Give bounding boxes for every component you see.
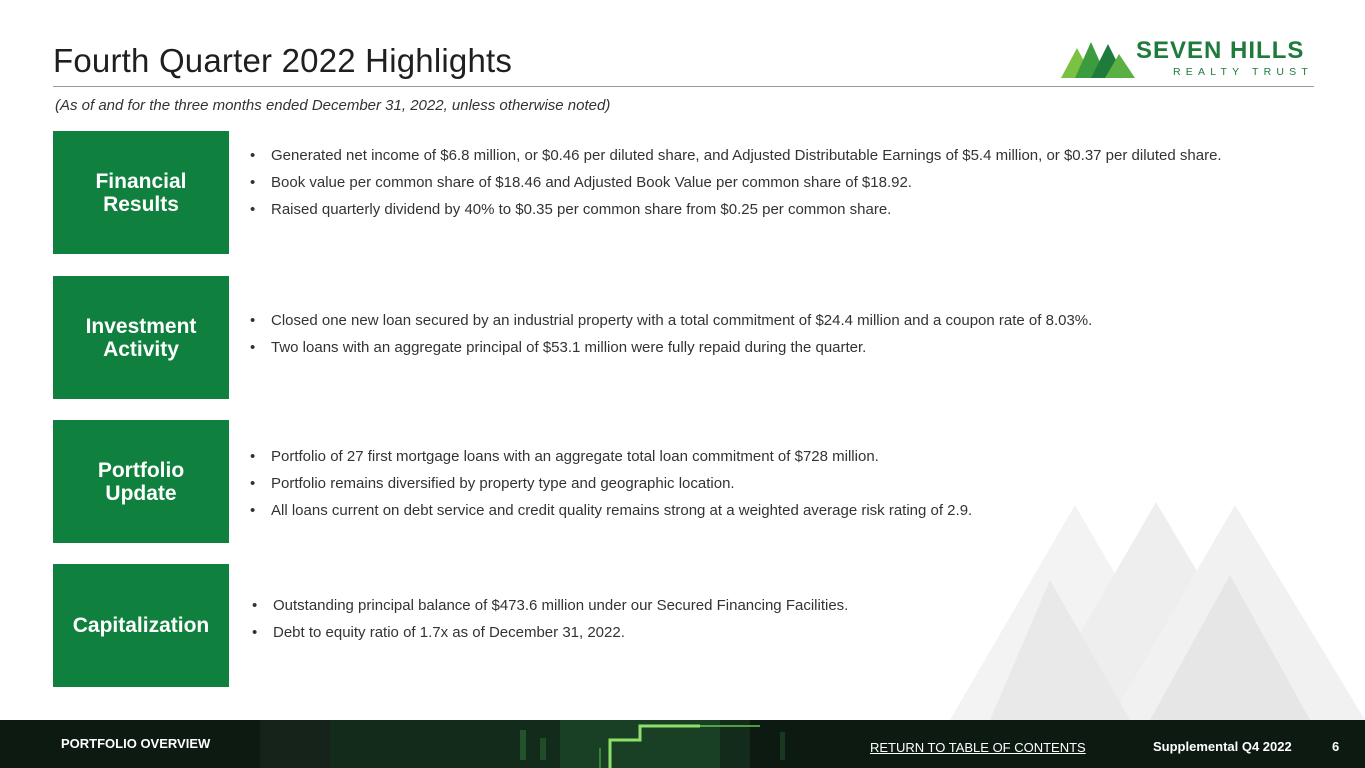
section-label: Investment Activity [85,314,197,361]
bullet-item: • Portfolio of 27 first mortgage loans with an aggregate total loan commitment of $728 million. [244,448,1264,466]
footer-bar [0,720,1365,768]
section-financial-results [53,131,1323,254]
section-capitalization [53,564,1323,687]
page-subtitle: (As of and for the three months ended December 31, 2022, unless otherwise noted) [55,97,611,114]
section-label-box [53,564,229,687]
logo-name: SEVEN HILLS [1136,37,1305,64]
bullet-item: • Two loans with an aggregate principal of $53.1 million were fully repaid during the quarter. [244,339,1264,357]
footer-section-name: PORTFOLIO OVERVIEW [61,736,211,751]
bullet-item: • Closed one new loan secured by an industrial property with a total commitment of $24.4 million and a coupon rate of 8.03%. [244,312,1264,330]
section-label: Financial Results [95,169,187,216]
bullet-item: • Generated net income of $6.8 million, or $0.46 per diluted share, and Adjusted Distributable Earnings of $5.4 million, or $0.37 per diluted share. [244,147,1264,165]
bullet-item: • Debt to equity ratio of 1.7x as of December 31, 2022. [246,624,1266,642]
bullet-item: • Raised quarterly dividend by 40% to $0.35 per common share from $0.25 per common share. [244,201,1264,219]
seven-hills-logo [1061,36,1316,82]
title-divider [53,86,1314,87]
logo-tagline: REALTY TRUST [1173,66,1314,78]
bullet-list [244,448,1264,529]
section-label-box [53,131,229,254]
return-to-toc-link[interactable]: RETURN TO TABLE OF CONTENTS [870,740,1086,755]
section-label-box [53,276,229,399]
section-portfolio-update [53,420,1323,543]
bullet-item: • Portfolio remains diversified by property type and geographic location. [244,475,1264,493]
bullet-item: • All loans current on debt service and credit quality remains strong at a weighted average risk rating of 2.9. [244,502,1264,520]
page-number: 6 [1332,739,1340,754]
bullet-list [246,597,1266,651]
bullet-list [244,147,1264,228]
section-label: Portfolio Update [97,458,185,505]
section-label-box [53,420,229,543]
section-investment-activity [53,276,1323,399]
bullet-list [244,312,1264,366]
footer-supplemental-label: Supplemental Q4 2022 [1153,739,1292,754]
page-title: Fourth Quarter 2022 Highlights [53,42,513,79]
bullet-item: • Book value per common share of $18.46 and Adjusted Book Value per common share of $18.92. [244,174,1264,192]
bullet-item: • Outstanding principal balance of $473.6 million under our Secured Financing Facilities. [246,597,1266,615]
section-label: Capitalization [72,614,210,637]
mountain-logo-icon [1061,40,1135,78]
